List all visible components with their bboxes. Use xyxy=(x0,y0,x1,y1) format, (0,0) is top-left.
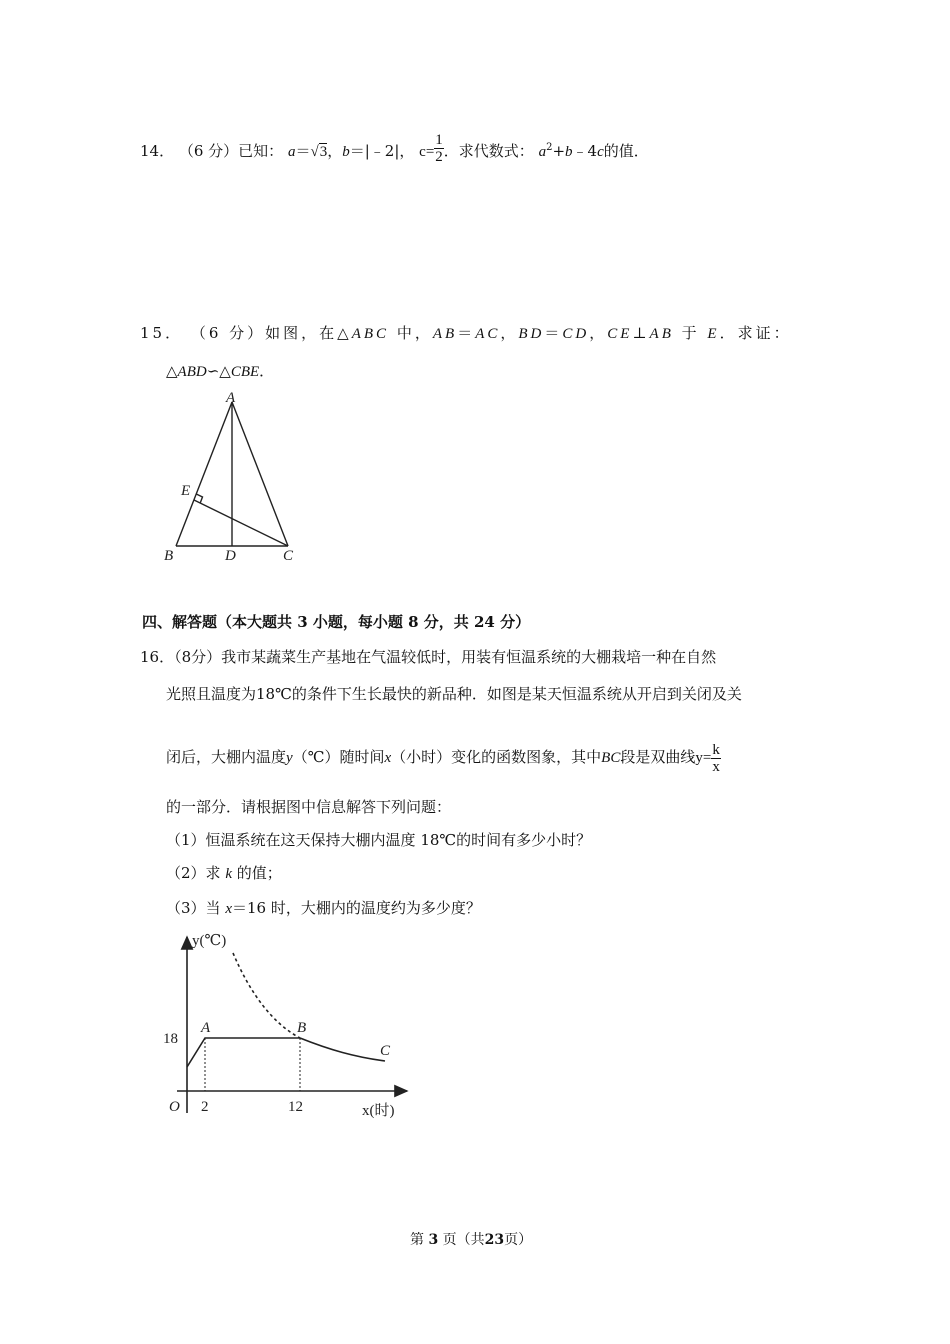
sqrt-icon: √3 xyxy=(310,144,328,160)
section-heading: 四、解答题（本大题共 3 小题，每小题 8 分，共 24 分） xyxy=(142,613,531,631)
label-d: D xyxy=(225,548,236,564)
q15-number: 15． xyxy=(140,324,184,342)
question-15-line-1 xyxy=(140,323,792,344)
q16-sub3-x: x xyxy=(225,901,232,917)
x-axis-label: x(时) xyxy=(362,1103,395,1119)
q16-sub2-b: 的值； xyxy=(236,864,282,882)
q14-tail: ．求代数式： xyxy=(443,142,534,160)
q16-number: 16． xyxy=(140,648,175,666)
hyperbola-bc xyxy=(300,1038,385,1061)
q14-c-num: 1 xyxy=(435,131,443,148)
x-tick-2: 2 xyxy=(201,1099,209,1115)
q15-ce: CE xyxy=(607,326,633,342)
q15-mid: 中， xyxy=(389,324,433,342)
q14-c-label: c= xyxy=(419,144,435,160)
question-16-line-1 xyxy=(140,647,716,667)
q14-expr-c: c xyxy=(597,144,604,160)
footer-total-pages: 23 xyxy=(484,1232,505,1248)
origin-label: O xyxy=(169,1099,180,1115)
question-16-line-3 xyxy=(166,740,721,775)
q16-line1-text: （8分）我市某蔬菜生产基地在气温较低时，用装有恒温系统的大棚栽培一种在自然 xyxy=(174,648,717,666)
q16-hyperbola-fraction xyxy=(711,742,721,775)
q15-end: ．求证： xyxy=(719,324,792,342)
triangle-icon: △ xyxy=(166,362,178,380)
q16-x-den: x xyxy=(712,758,720,775)
graph-line-oab xyxy=(187,1038,300,1067)
q15-intro: （6 分）如图，在△ xyxy=(190,324,352,342)
q15-eq2: ＝ xyxy=(544,324,563,342)
perpendicular-icon: ⊥ xyxy=(632,324,650,342)
q14-expr-minus: ﹣4 xyxy=(572,142,598,160)
y-axis-label: y(℃) xyxy=(192,933,227,949)
temperature-graph xyxy=(160,925,420,1130)
segment-ce xyxy=(194,500,288,546)
q14-b-rest: ＝|﹣2|， xyxy=(349,142,415,160)
q14-expr-b: b xyxy=(565,144,573,160)
q15-abd: ABD xyxy=(177,364,207,380)
q16-line3-a: 闭后，大棚内温度 xyxy=(166,748,287,766)
q16-sub2-a: （2）求 xyxy=(166,864,221,882)
q15-ac: AC xyxy=(475,326,501,342)
q14-expr-end: 的值． xyxy=(603,142,649,160)
point-a-label: A xyxy=(201,1020,211,1036)
q15-yu: 于 xyxy=(673,324,708,342)
hyperbola-dashed xyxy=(233,953,300,1038)
q16-line3-d: 段是双曲线 xyxy=(620,748,696,766)
q15-abc: ABC xyxy=(351,326,390,342)
q15-bd: BD xyxy=(518,326,545,342)
q14-sqrt-value: 3 xyxy=(319,144,328,160)
triangle-figure xyxy=(150,385,320,570)
q16-sub2-k: k xyxy=(225,866,232,882)
q14-a-var: a xyxy=(287,144,296,160)
label-b: B xyxy=(164,548,174,564)
q16-sub3-a: （3）当 xyxy=(166,899,221,917)
q16-y-eq: y= xyxy=(695,750,712,766)
question-16-line-2: 光照且温度为18℃的条件下生长最快的新品种．如图是某天恒温系统从开启到关闭及关 xyxy=(166,685,742,703)
footer-page-number: 3 xyxy=(428,1232,439,1248)
point-b-label: B xyxy=(297,1020,307,1036)
q15-cd: CD xyxy=(562,326,590,342)
footer-mid: 页（共 xyxy=(442,1232,485,1248)
question-14: 14． （6 分）已知： a＝√3，b＝|﹣2|， c= $\frac{1}{2}$ ．求代数式： $a^2+b﹣4c$的值． xyxy=(140,131,649,165)
q16-k: k xyxy=(712,741,720,758)
side-ab xyxy=(176,402,232,546)
q16-bc: BC xyxy=(601,750,621,766)
label-c: C xyxy=(283,548,294,564)
q15-eq1: ＝ xyxy=(457,324,476,342)
footer-post: 页） xyxy=(504,1232,533,1248)
label-e: E xyxy=(181,483,191,499)
similar-icon: ∽△ xyxy=(206,362,231,380)
question-16-line-4: 的一部分．请根据图中信息解答下列问题： xyxy=(166,798,452,816)
q15-cbe: CBE xyxy=(230,364,260,380)
q15-sep2: ， xyxy=(589,324,608,342)
question-16-sub-2 xyxy=(166,863,282,884)
q15-ab2: AB xyxy=(649,326,674,342)
point-c-label: C xyxy=(380,1043,391,1059)
q14-expr-sup: 2 xyxy=(546,142,553,153)
q16-line3-c: （小时）变化的函数图象，其中 xyxy=(391,748,602,766)
side-ac xyxy=(232,402,288,546)
q14-expr-plus: + xyxy=(552,142,566,160)
q16-y-var: y xyxy=(286,750,293,766)
page-footer xyxy=(410,1230,532,1250)
q14-expr-a: a xyxy=(538,144,547,160)
q14-number: 14． xyxy=(140,142,175,160)
question-16-sub-3 xyxy=(166,898,481,919)
x-tick-12: 12 xyxy=(288,1099,303,1115)
q14-c-fraction xyxy=(434,132,444,165)
q15-ab: AB xyxy=(432,326,458,342)
q14-eq: ＝ xyxy=(295,142,311,160)
q15-sep1: ， xyxy=(500,324,519,342)
y-tick-18: 18 xyxy=(163,1031,178,1047)
footer-pre: 第 xyxy=(410,1232,424,1248)
q14-b-var: b xyxy=(342,144,350,160)
q16-x-var: x xyxy=(384,750,392,766)
label-a: A xyxy=(226,390,236,406)
question-16-sub-1: （1）恒温系统在这天保持大棚内温度 18℃的时间有多少小时？ xyxy=(166,831,592,849)
q15-e: E xyxy=(707,326,720,342)
q16-line3-b: （℃）随时间 xyxy=(292,748,385,766)
q14-score: （6 分）已知： xyxy=(178,142,284,160)
q16-sub3-b: ＝16 时，大棚内的温度约为多少度？ xyxy=(232,899,481,917)
q14-c-den: 2 xyxy=(435,148,443,165)
q15-line2-end: ． xyxy=(259,362,275,380)
question-15-line-2 xyxy=(166,361,274,382)
